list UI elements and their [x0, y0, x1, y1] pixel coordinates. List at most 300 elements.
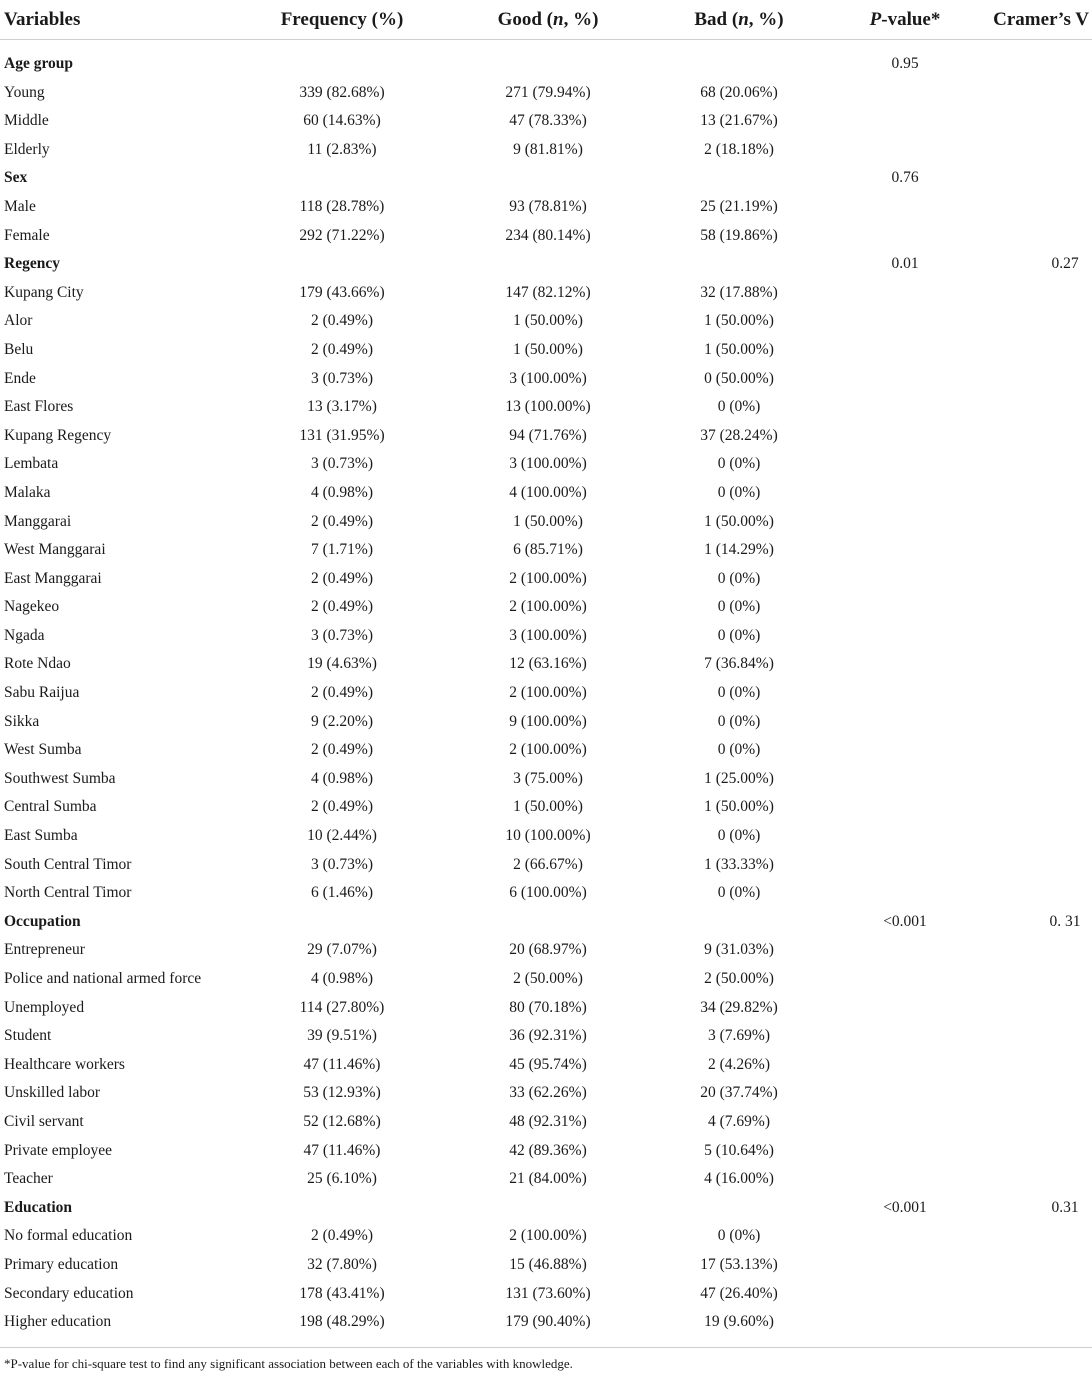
frequency-cell: [234, 40, 450, 79]
bad-cell: 1 (50.00%): [704, 512, 774, 530]
table-row: [0, 1280, 1092, 1309]
pvalue-cell: [832, 193, 978, 222]
pvalue-cell: [832, 79, 978, 108]
pvalue-cell: [832, 450, 978, 479]
pvalue-cell: [832, 222, 978, 251]
good-cell: 2 (50.00%): [513, 970, 583, 987]
good-cell: 2 (66.67%): [513, 855, 583, 873]
frequency-cell: 2 (0.49%): [311, 684, 373, 702]
row-label: Teacher: [4, 1170, 53, 1188]
frequency-cell: 2 (0.49%): [311, 312, 373, 330]
cramers-v-cell: [978, 650, 1092, 679]
frequency-cell: 2 (0.49%): [311, 1227, 373, 1245]
bad-cell: 1 (50.00%): [704, 312, 774, 330]
bad-cell: [646, 40, 832, 79]
good-cell: 2 (100.00%): [509, 741, 587, 759]
good-cell: 33 (62.26%): [509, 1084, 587, 1102]
bad-cell: 2 (18.18%): [704, 140, 774, 158]
table-row: [0, 307, 1092, 336]
bad-cell: 0 (0%): [717, 684, 761, 702]
bad-cell: 2 (4.26%): [708, 1055, 770, 1073]
good-cell: 179 (90.40%): [505, 1313, 591, 1331]
bad-cell: 0 (0%): [717, 398, 761, 416]
frequency-cell: 47 (11.46%): [303, 1055, 381, 1073]
header-pvalue: P-value*: [832, 0, 978, 40]
good-cell: 80 (70.18%): [509, 998, 587, 1016]
cramers-v-cell: [978, 336, 1092, 365]
bad-cell: [646, 250, 832, 279]
frequency-cell: 4 (0.98%): [311, 769, 373, 787]
frequency-cell: 2 (0.49%): [311, 340, 373, 358]
bad-cell: 4 (16.00%): [704, 1170, 774, 1188]
frequency-cell: 198 (48.29%): [299, 1313, 385, 1331]
table-row: [0, 622, 1092, 651]
good-cell: [450, 1194, 646, 1223]
table-row: [0, 679, 1092, 708]
good-cell: 9 (81.81%): [513, 140, 583, 158]
bad-cell: 0 (0%): [717, 884, 761, 902]
frequency-cell: 13 (3.17%): [307, 398, 377, 416]
pvalue-cell: [832, 879, 978, 908]
pvalue-cell: [832, 822, 978, 851]
row-label: Male: [4, 197, 36, 215]
cramers-v-cell: [978, 1222, 1092, 1251]
frequency-cell: 11 (2.83%): [307, 140, 377, 158]
row-label: Elderly: [4, 140, 50, 158]
good-cell: 3 (100.00%): [509, 455, 587, 473]
good-cell: 94 (71.76%): [509, 426, 587, 444]
bad-cell: 1 (33.33%): [704, 855, 774, 873]
table-row: [0, 1079, 1092, 1108]
good-cell: 3 (75.00%): [513, 769, 583, 787]
frequency-cell: 60 (14.63%): [303, 112, 381, 130]
row-label: Sabu Raijua: [4, 684, 80, 702]
cramers-v-cell: [978, 1137, 1092, 1166]
bad-cell: 19 (9.60%): [704, 1313, 774, 1331]
bad-cell: 1 (50.00%): [704, 340, 774, 358]
frequency-cell: 2 (0.49%): [311, 569, 373, 587]
row-label: Sikka: [4, 712, 40, 730]
frequency-cell: 178 (43.41%): [299, 1284, 385, 1302]
bad-cell: 0 (0%): [717, 483, 761, 501]
header-bad: [646, 0, 832, 40]
pvalue-cell: [832, 279, 978, 308]
frequency-cell: 53 (12.93%): [303, 1084, 381, 1102]
frequency-cell: 339 (82.68%): [299, 83, 385, 101]
row-label: Young: [4, 83, 45, 101]
table-row: [0, 336, 1092, 365]
frequency-cell: 39 (9.51%): [307, 1027, 377, 1045]
header-frequency: Frequency (%): [234, 0, 450, 40]
frequency-cell: 29 (7.07%): [307, 941, 377, 959]
cramers-v-cell: [978, 1165, 1092, 1194]
table-row: [0, 1137, 1092, 1166]
bad-cell: 9 (31.03%): [704, 941, 774, 959]
table-row: [0, 1051, 1092, 1080]
header-good: [450, 0, 646, 40]
bad-cell: 37 (28.24%): [700, 426, 778, 444]
bad-cell: 4 (7.69%): [708, 1112, 770, 1130]
frequency-cell: 32 (7.80%): [307, 1255, 377, 1273]
header-bad-label: Bad (n, %): [694, 8, 784, 30]
good-cell: [450, 250, 646, 279]
frequency-cell: 3 (0.73%): [311, 455, 373, 473]
cramers-v-cell: [978, 736, 1092, 765]
table-body: [0, 40, 1092, 1337]
cramers-v-cell: [978, 765, 1092, 794]
bad-cell: 17 (53.13%): [700, 1255, 778, 1273]
row-label: Manggarai: [4, 512, 72, 530]
pvalue-cell: [832, 536, 978, 565]
good-cell: 15 (46.88%): [509, 1255, 587, 1273]
pvalue-cell: 0.95: [891, 55, 919, 72]
bad-cell: 0 (0%): [717, 598, 761, 616]
good-cell: 1 (50.00%): [513, 512, 583, 530]
table-row: [0, 193, 1092, 222]
pvalue-cell: [832, 708, 978, 737]
cramers-v-cell: [978, 79, 1092, 108]
frequency-cell: 292 (71.22%): [299, 226, 385, 244]
pvalue-cell: [832, 1137, 978, 1166]
cramers-v-cell: 0.27: [1051, 255, 1079, 273]
row-label: Malaka: [4, 483, 51, 501]
bad-cell: 1 (50.00%): [704, 798, 774, 816]
bad-cell: 13 (21.67%): [700, 112, 778, 130]
cramers-v-cell: [978, 1251, 1092, 1280]
cramers-v-cell: [978, 565, 1092, 594]
table-row: [0, 393, 1092, 422]
good-cell: 47 (78.33%): [509, 112, 587, 130]
bad-cell: 25 (21.19%): [700, 197, 778, 215]
table-header: [0, 0, 1092, 40]
table-row: [0, 650, 1092, 679]
good-cell: 271 (79.94%): [505, 83, 591, 101]
good-cell: 1 (50.00%): [513, 312, 583, 330]
good-cell: 10 (100.00%): [505, 827, 591, 845]
row-label: Belu: [4, 340, 34, 358]
frequency-cell: 4 (0.98%): [311, 483, 373, 501]
cramers-v-cell: [978, 536, 1092, 565]
row-label: Southwest Sumba: [4, 769, 116, 787]
cramers-v-cell: [978, 793, 1092, 822]
pvalue-cell: [832, 593, 978, 622]
table-row: [0, 1222, 1092, 1251]
good-cell: 147 (82.12%): [505, 283, 591, 301]
row-label: North Central Timor: [4, 884, 132, 902]
bad-cell: 5 (10.64%): [704, 1141, 774, 1159]
row-label: Middle: [4, 112, 49, 130]
row-label: Education: [4, 1198, 73, 1216]
cramers-v-cell: [978, 107, 1092, 136]
table-row: [0, 565, 1092, 594]
row-label: Unemployed: [4, 998, 85, 1016]
good-cell: 1 (50.00%): [513, 340, 583, 358]
bad-cell: 2 (50.00%): [704, 970, 774, 987]
cramers-v-cell: [978, 879, 1092, 908]
header-good-label: Good (n, %): [497, 8, 599, 30]
cramers-v-cell: [978, 965, 1092, 994]
cramers-v-cell: [978, 1022, 1092, 1051]
table-row: [0, 450, 1092, 479]
pvalue-cell: [832, 650, 978, 679]
good-cell: 12 (63.16%): [509, 655, 587, 673]
pvalue-cell: <0.001: [883, 1198, 927, 1216]
group-row: [0, 908, 1092, 937]
table-row: [0, 107, 1092, 136]
good-cell: 1 (50.00%): [513, 798, 583, 816]
row-label: Occupation: [4, 912, 81, 930]
pvalue-cell: [832, 1280, 978, 1309]
table-row: [0, 1251, 1092, 1280]
frequency-cell: 3 (0.73%): [311, 626, 373, 644]
frequency-cell: 179 (43.66%): [299, 283, 385, 301]
pvalue-cell: [832, 679, 978, 708]
row-label: Kupang City: [4, 283, 84, 301]
bad-cell: 34 (29.82%): [700, 998, 778, 1016]
pvalue-cell: [832, 1051, 978, 1080]
header-row: [0, 0, 1092, 40]
good-cell: 2 (100.00%): [509, 598, 587, 616]
table-footnote: *P-value for chi-square test to find any significant association between each of the variables with knowledge.: [4, 1356, 573, 1371]
row-label: Central Sumba: [4, 798, 97, 816]
row-label: No formal education: [4, 1227, 133, 1245]
good-cell: 3 (100.00%): [509, 626, 587, 644]
good-cell: [450, 908, 646, 937]
pvalue-cell: [832, 1165, 978, 1194]
good-cell: 42 (89.36%): [509, 1141, 587, 1159]
pvalue-cell: [832, 1108, 978, 1137]
good-cell: 234 (80.14%): [505, 226, 591, 244]
frequency-cell: [234, 908, 450, 937]
bad-cell: [646, 1194, 832, 1223]
row-label: Police and national armed force: [4, 970, 202, 987]
cramers-v-cell: [978, 593, 1092, 622]
frequency-cell: 114 (27.80%): [299, 998, 385, 1016]
row-label: Ngada: [4, 626, 45, 644]
row-label: Rote Ndao: [4, 655, 71, 673]
table-row: [0, 879, 1092, 908]
pvalue-cell: [832, 622, 978, 651]
table-row: [0, 508, 1092, 537]
pvalue-cell: [832, 1308, 978, 1337]
table-row: [0, 479, 1092, 508]
table-row: [0, 793, 1092, 822]
bad-cell: 0 (0%): [717, 827, 761, 845]
row-label: Student: [4, 1027, 52, 1045]
good-cell: 48 (92.31%): [509, 1112, 587, 1130]
frequency-cell: 2 (0.49%): [311, 598, 373, 616]
pvalue-cell: [832, 793, 978, 822]
cramers-v-cell: [978, 136, 1092, 165]
cramers-v-cell: [978, 222, 1092, 251]
cramers-v-cell: [978, 622, 1092, 651]
bad-cell: [646, 908, 832, 937]
good-cell: 13 (100.00%): [505, 398, 591, 416]
table-row: [0, 136, 1092, 165]
frequency-cell: 2 (0.49%): [311, 741, 373, 759]
good-cell: 131 (73.60%): [505, 1284, 591, 1302]
cramers-v-cell: [978, 393, 1092, 422]
row-label: East Sumba: [4, 827, 78, 845]
table-row: [0, 736, 1092, 765]
group-row: [0, 250, 1092, 279]
row-label: Healthcare workers: [4, 1055, 125, 1073]
pvalue-cell: [832, 851, 978, 880]
pvalue-cell: [832, 336, 978, 365]
pvalue-cell: [832, 1079, 978, 1108]
frequency-cell: 2 (0.49%): [311, 798, 373, 816]
bad-cell: 1 (14.29%): [704, 541, 774, 559]
row-label: Female: [4, 226, 50, 244]
pvalue-cell: [832, 565, 978, 594]
row-label: Kupang Regency: [4, 426, 112, 444]
row-label: Civil servant: [4, 1112, 84, 1130]
frequency-cell: [234, 164, 450, 193]
good-cell: 36 (92.31%): [509, 1027, 587, 1045]
cramers-v-cell: [978, 1079, 1092, 1108]
cramers-v-cell: [978, 508, 1092, 537]
pvalue-cell: [832, 1022, 978, 1051]
footer-divider: [0, 1347, 1092, 1348]
pvalue-cell: [832, 136, 978, 165]
row-label: West Sumba: [4, 741, 82, 759]
table-row: [0, 994, 1092, 1023]
row-label: East Manggarai: [4, 569, 102, 587]
cramers-v-cell: [978, 822, 1092, 851]
pvalue-cell: 0.76: [891, 169, 919, 187]
frequency-cell: 19 (4.63%): [307, 655, 377, 673]
table-row: [0, 1165, 1092, 1194]
good-cell: 21 (84.00%): [509, 1170, 587, 1188]
frequency-cell: 9 (2.20%): [311, 712, 373, 730]
pvalue-cell: [832, 508, 978, 537]
good-cell: 93 (78.81%): [509, 197, 587, 215]
cramers-v-cell: 0. 31: [1049, 912, 1081, 930]
cramers-v-cell: [978, 851, 1092, 880]
table-row: [0, 1022, 1092, 1051]
table-row: [0, 536, 1092, 565]
cramers-v-cell: [978, 450, 1092, 479]
table-row: [0, 593, 1092, 622]
cramers-v-cell: [978, 164, 1092, 193]
frequency-cell: 47 (11.46%): [303, 1141, 381, 1159]
frequency-cell: 3 (0.73%): [311, 369, 373, 387]
table-row: [0, 765, 1092, 794]
row-label: Ende: [4, 369, 36, 387]
pvalue-cell: [832, 936, 978, 965]
cramers-v-cell: [978, 1308, 1092, 1337]
good-cell: 9 (100.00%): [509, 712, 587, 730]
cramers-v-cell: [978, 708, 1092, 737]
bad-cell: 32 (17.88%): [700, 283, 778, 301]
cramers-v-cell: [978, 1280, 1092, 1309]
table-row: [0, 1308, 1092, 1337]
frequency-cell: 3 (0.73%): [311, 855, 373, 873]
bad-cell: 0 (0%): [717, 569, 761, 587]
good-cell: [450, 164, 646, 193]
bad-cell: 0 (50.00%): [704, 369, 774, 387]
good-cell: 2 (100.00%): [509, 1227, 587, 1245]
pvalue-cell: [832, 1222, 978, 1251]
row-label: Age group: [4, 55, 74, 72]
cramers-v-cell: [978, 193, 1092, 222]
cramers-v-cell: [978, 679, 1092, 708]
table-row: [0, 936, 1092, 965]
row-label: Unskilled labor: [4, 1084, 100, 1102]
pvalue-cell: <0.001: [883, 912, 927, 930]
good-cell: 6 (100.00%): [509, 884, 587, 902]
good-cell: 4 (100.00%): [509, 483, 587, 501]
row-label: Sex: [4, 169, 28, 187]
table-row: [0, 822, 1092, 851]
bad-cell: 0 (0%): [717, 455, 761, 473]
good-cell: [450, 40, 646, 79]
frequency-cell: 52 (12.68%): [303, 1112, 381, 1130]
bad-cell: 47 (26.40%): [700, 1284, 778, 1302]
row-label: Secondary education: [4, 1284, 134, 1302]
header-cramers-v: Cramer’s V: [978, 0, 1092, 40]
pvalue-cell: [832, 307, 978, 336]
row-label: Entrepreneur: [4, 941, 85, 959]
frequency-cell: 2 (0.49%): [311, 512, 373, 530]
bad-cell: 20 (37.74%): [700, 1084, 778, 1102]
bad-cell: 68 (20.06%): [700, 83, 778, 101]
group-row: [0, 1194, 1092, 1223]
bad-cell: 3 (7.69%): [708, 1027, 770, 1045]
frequency-cell: 4 (0.98%): [311, 970, 373, 987]
pvalue-cell: [832, 422, 978, 451]
cramers-v-cell: [978, 1108, 1092, 1137]
frequency-cell: 7 (1.71%): [311, 541, 373, 559]
table-row: [0, 279, 1092, 308]
cramers-v-cell: [978, 307, 1092, 336]
pvalue-cell: [832, 393, 978, 422]
bad-cell: 1 (25.00%): [704, 769, 774, 787]
bad-cell: [646, 164, 832, 193]
bad-cell: 0 (0%): [717, 712, 761, 730]
row-label: Nagekeo: [4, 598, 60, 616]
table-row: [0, 222, 1092, 251]
row-label: West Manggarai: [4, 541, 106, 559]
good-cell: 2 (100.00%): [509, 684, 587, 702]
frequency-cell: 10 (2.44%): [307, 827, 377, 845]
cramers-v-cell: [978, 1051, 1092, 1080]
table-row: [0, 365, 1092, 394]
header-variables: Variables: [0, 0, 234, 40]
frequency-cell: [234, 250, 450, 279]
cramers-v-cell: [978, 479, 1092, 508]
row-label: Higher education: [4, 1313, 112, 1331]
frequency-cell: 6 (1.46%): [311, 884, 373, 902]
bad-cell: 58 (19.86%): [700, 226, 778, 244]
pvalue-cell: [832, 965, 978, 994]
bad-cell: 0 (0%): [717, 1227, 761, 1245]
pvalue-cell: [832, 365, 978, 394]
bad-cell: 0 (0%): [717, 741, 761, 759]
row-label: Regency: [4, 255, 60, 273]
pvalue-cell: [832, 107, 978, 136]
table-row: [0, 1108, 1092, 1137]
cramers-v-cell: 0.31: [1051, 1198, 1079, 1216]
good-cell: 3 (100.00%): [509, 369, 587, 387]
pvalue-cell: [832, 994, 978, 1023]
frequency-cell: 118 (28.78%): [299, 197, 385, 215]
cramers-v-cell: [978, 994, 1092, 1023]
group-row: [0, 40, 1092, 79]
good-cell: 6 (85.71%): [513, 541, 583, 559]
group-row: [0, 164, 1092, 193]
pvalue-cell: [832, 1251, 978, 1280]
